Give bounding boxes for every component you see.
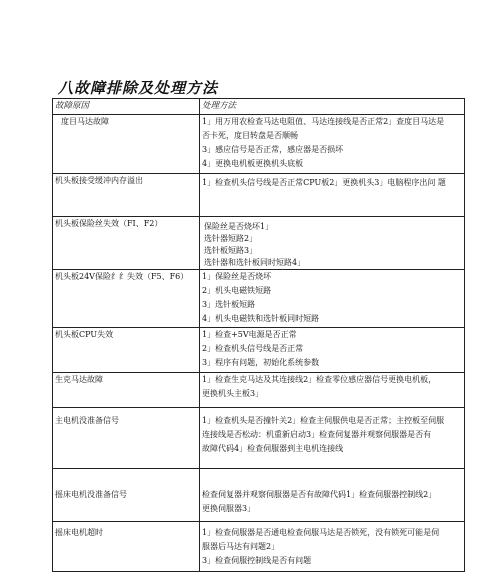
table-row xyxy=(53,174,465,217)
method-cell xyxy=(200,408,465,469)
cause-text: 度目马达故障 xyxy=(61,117,109,126)
table-row xyxy=(53,328,465,373)
method-line: 连接线是否松动：机重新启动3」检查伺复器并观察伺服器是否有 xyxy=(202,430,432,439)
method-line: 否卡死，度目转盘是否顺畅 xyxy=(202,131,298,140)
method-line: 1」检查机头是否撞针关2」检查主伺服供电是否正常；主控板至伺服 xyxy=(202,416,445,425)
cause-text: 主电机没准备信号 xyxy=(55,416,119,425)
method-cell xyxy=(200,373,465,408)
method-cell xyxy=(200,174,465,217)
method-line: 选针器短路2」 xyxy=(204,234,258,243)
method-line: 更换机头主板3」 xyxy=(202,389,264,398)
table-row xyxy=(53,373,465,408)
method-line: 3」感应信号是否正常，感应器是否损坏 xyxy=(202,145,344,154)
table-header-row xyxy=(53,99,465,115)
method-line: 1」用万用农检查马达电阻值、马达连接线是否正常2」查度目马达是 xyxy=(202,117,445,126)
method-line: 2」机头电磁铁短路 xyxy=(202,286,272,295)
cause-cell xyxy=(53,373,200,408)
cause-cell xyxy=(53,217,200,270)
method-cell xyxy=(200,328,465,373)
cause-cell xyxy=(53,328,200,373)
cause-text: 机头板24V保险纟纟失效（F5、F6） xyxy=(55,272,189,281)
method-line: 选针器和选针板同时短路4」 xyxy=(204,258,306,267)
cause-text: 生克马达故障 xyxy=(55,375,103,384)
cause-text: 机头板保险丝失效（FI、F2） xyxy=(55,219,163,228)
method-line: 3」选针板短路 xyxy=(202,300,256,309)
method-cell xyxy=(200,217,465,270)
method-line: 3」检查伺服控制线是否有问题 xyxy=(202,556,312,565)
method-cell xyxy=(200,270,465,328)
cause-cell xyxy=(53,115,200,174)
cause-cell xyxy=(53,469,200,522)
header-cause: 故障原因 xyxy=(53,99,200,115)
method-line: 4」更换电机板更换机头底板 xyxy=(202,159,304,168)
method-line: 1」检查+5V电源是否正常 xyxy=(202,330,297,339)
cause-cell xyxy=(53,270,200,328)
table-row xyxy=(53,115,465,174)
method-line: 2」检查机头信号线是否正常 xyxy=(202,344,304,353)
method-line: 1」检查伺服器是否通电检查伺服马达是否锁死，没有锁死可能是伺 xyxy=(202,528,440,537)
method-line: 3」程序有问题，初始化系统参数 xyxy=(202,358,320,367)
cause-cell xyxy=(53,408,200,469)
method-line: 选针板短路3」 xyxy=(204,246,258,255)
method-line: 1」检查机头信号线是否正常CPU板2」更换机头3」电脑程序出问 题 xyxy=(202,178,446,187)
header-method: 处理方法 xyxy=(200,99,465,115)
method-line: 故障代码4」检查伺服器到主电机连接线 xyxy=(202,444,344,453)
table-row xyxy=(53,408,465,469)
method-line: 4」机头电磁铁和选针板同时短路 xyxy=(202,314,320,323)
table-row xyxy=(53,469,465,522)
fault-table xyxy=(52,98,465,572)
cause-cell xyxy=(53,522,200,572)
cause-text: 摇床电机没准备信号 xyxy=(55,490,127,499)
table-row xyxy=(53,270,465,328)
cause-cell xyxy=(53,174,200,217)
method-line: 保险丝是否烧坏1」 xyxy=(204,222,274,231)
method-line: 检查伺复器并观察伺服器是否有故障代码1」检查伺服器控制线2」 xyxy=(202,490,437,499)
method-cell xyxy=(200,115,465,174)
method-line: 更换伺服器3」 xyxy=(202,504,256,513)
cause-text: 机头板CPU失效 xyxy=(55,330,114,339)
method-line: 1」检查生克马达及其连接线2」检查零位感应器信号更换电机板， xyxy=(202,375,437,384)
method-cell xyxy=(200,469,465,522)
cause-text: 摇床电机超时 xyxy=(55,528,103,537)
method-line: 服器后马达有问题2」 xyxy=(202,542,280,551)
method-line: 1」保险丝是否烧坏 xyxy=(202,272,272,281)
table-row xyxy=(53,522,465,572)
table-row xyxy=(53,217,465,270)
cause-text: 机头板接受缓冲内存溢出 xyxy=(55,176,143,185)
page-title: 八故障排除及处理方法 xyxy=(58,79,219,97)
method-cell xyxy=(200,522,465,572)
